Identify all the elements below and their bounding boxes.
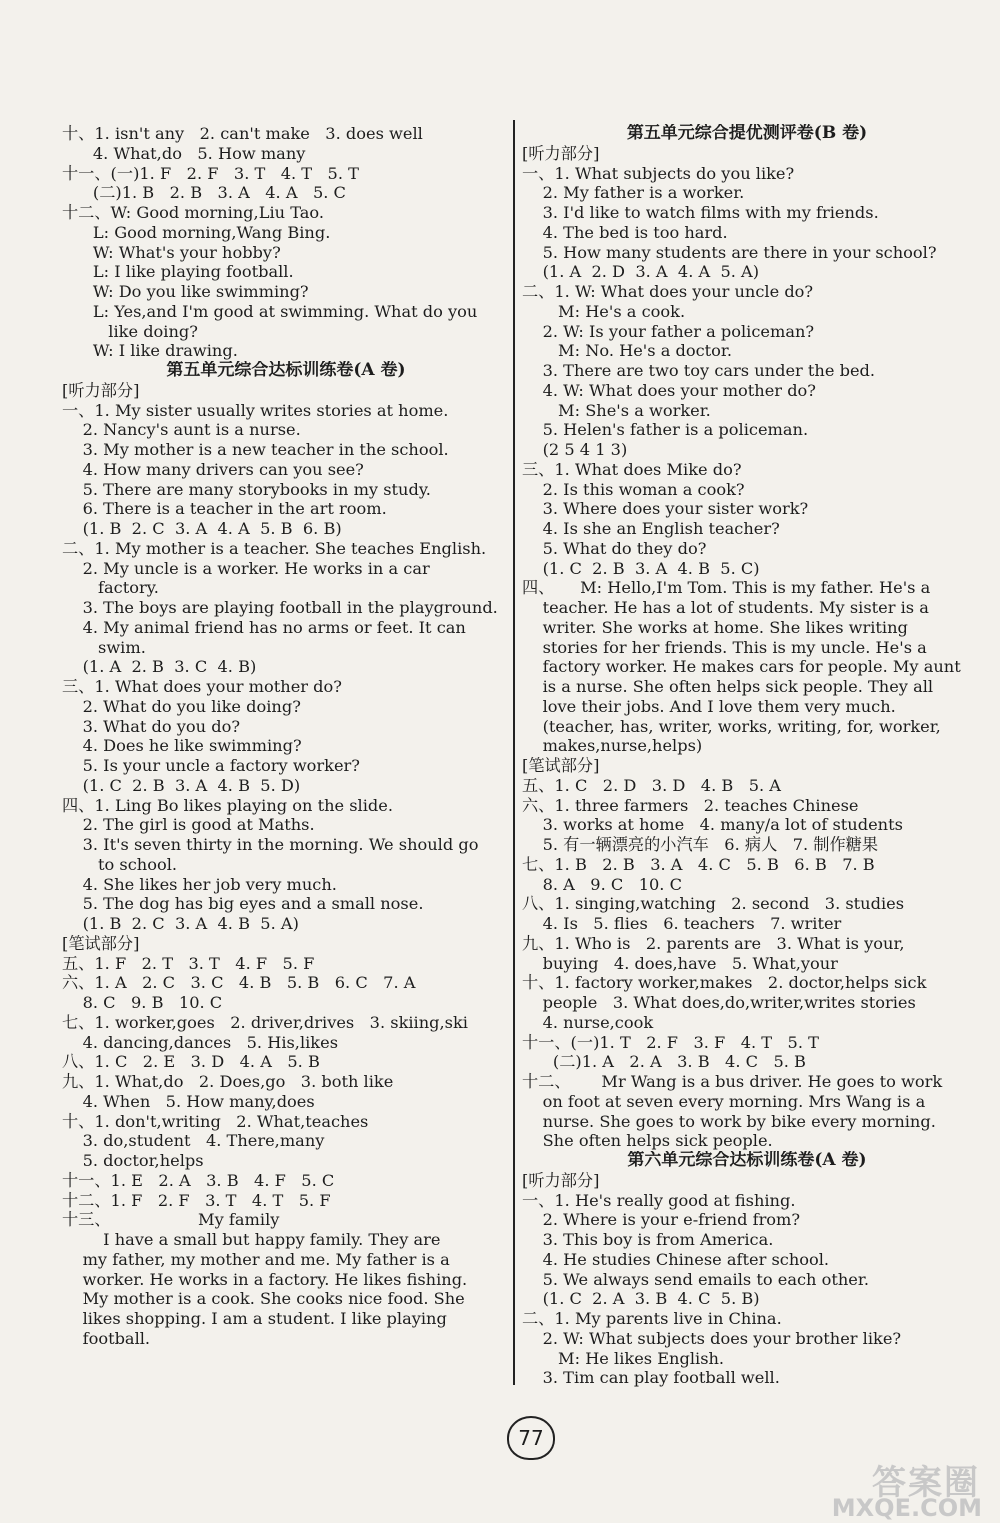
left-line: 十三、 My family [62,1210,280,1230]
right-line: 4. He studies Chinese after school. [522,1249,830,1269]
left-line: 十一、1. E 2. A 3. B 4. F 5. C [62,1170,335,1190]
left-line: 4. My animal friend has no arms or feet. It can [62,617,466,637]
right-column [522,124,972,1388]
right-line: stories for her friends. This is my uncle. He's a [522,637,927,657]
left-line: swim. [62,637,146,657]
right-line: 4. The bed is too hard. [522,222,728,242]
left-line: 4. What,do 5. How many [62,143,306,163]
left-line: My mother is a cook. She cooks nice food. She [62,1289,465,1309]
right-line: 5. What do they do? [522,538,707,558]
right-line: 十、1. factory worker,makes 2. doctor,helps sick [522,973,927,993]
right-line: [听力部分] [522,143,600,163]
left-line: L: I like playing football. [62,262,294,282]
right-line: M: He likes English. [522,1348,725,1368]
right-line: 5. How many students are there in your school? [522,242,937,262]
left-line: 四、1. Ling Bo likes playing on the slide. [62,795,393,815]
left-line: (二)1. B 2. B 3. A 4. A 5. C [62,183,346,203]
right-line: (1. C 2. A 3. B 4. C 5. B) [522,1289,760,1309]
right-line: (1. A 2. D 3. A 4. A 5. A) [522,262,760,282]
right-line: (1. C 2. B 3. A 4. B 5. C) [522,558,760,578]
left-line: 5. There are many storybooks in my study. [62,479,431,499]
left-line: 2. What do you like doing? [62,696,301,716]
left-line: 6. There is a teacher in the art room. [62,499,387,519]
right-line: 三、1. What does Mike do? [522,459,742,479]
right-line: factory worker. He makes cars for people. My aunt [522,657,961,677]
right-line: 5. Helen's father is a policeman. [522,420,809,440]
left-line: 二、1. My mother is a teacher. She teaches English. [62,538,487,558]
left-line: 2. The girl is good at Maths. [62,815,315,835]
right-line: is a nurse. She often helps sick people. They all [522,677,934,696]
left-line: 4. dancing,dances 5. His,likes [62,1032,339,1052]
right-line: She often helps sick people. [522,1131,773,1151]
right-line: 4. Is 5. flies 6. teachers 7. writer [522,914,842,933]
left-line: 3. My mother is a new teacher in the school. [62,440,449,459]
left-line: 5. The dog has big eyes and a small nose. [62,894,424,914]
right-line: 3. Tim can play football well. [522,1368,780,1388]
left-line: 3. What do you do? [62,716,241,736]
left-line: W: Do you like swimming? [62,282,309,301]
right-line: 第五单元综合提优测评卷(B 卷) [626,124,868,143]
left-line: 3. do,student 4. There,many [62,1131,325,1151]
left-line: to school. [62,854,178,874]
right-line: 2. Where is your e-friend from? [522,1210,801,1230]
right-line: buying 4. does,have 5. What,your [522,953,838,973]
left-line: 5. Is your uncle a factory worker? [62,756,360,775]
watermark-url: MXQE.COM [831,1494,982,1522]
left-line: worker. He works in a factory. He likes fishing. [62,1269,468,1289]
right-line: 4. W: What does your mother do? [522,380,816,400]
left-line: like doing? [62,321,198,341]
left-line: 一、1. My sister usually writes stories at home. [62,400,449,420]
right-line: 3. Where does your sister work? [522,499,809,519]
left-line: W: I like drawing. [62,341,238,361]
left-line: 十、1. don't,writing 2. What,teaches [62,1111,369,1131]
right-line: 2. Is this woman a cook? [522,479,745,499]
right-line: 2. W: Is your father a policeman? [522,321,815,341]
left-line: 三、1. What does your mother do? [62,677,342,696]
right-line: love their jobs. And I love them very much. [522,696,896,716]
right-line: 七、1. B 2. B 3. A 4. C 5. B 6. B 7. B [522,854,875,874]
right-line: 4. nurse,cook [522,1012,654,1032]
right-line: 3. This boy is from America. [522,1230,774,1249]
left-line: (1. A 2. B 3. C 4. B) [62,657,257,677]
right-line: 五、1. C 2. D 3. D 4. B 5. A [522,775,781,795]
left-line: 5. doctor,helps [62,1151,204,1170]
left-line: football. [62,1328,151,1348]
watermark-logo: 答案圈 [872,1463,980,1503]
left-line: 2. Nancy's aunt is a nurse. [62,420,301,440]
right-line: writer. She works at home. She likes writing [522,617,908,637]
left-line: 十二、W: Good morning,Liu Tao. [62,203,324,222]
right-line: 3. works at home 4. many/a lot of students [522,815,903,835]
right-line: (teacher, has, writer, works, writing, for, worker, [522,716,941,736]
left-line: likes shopping. I am a student. I like playing [62,1309,447,1328]
left-line: 4. She likes her job very much. [62,874,337,894]
right-line: M: She's a worker. [522,400,711,420]
right-line: 九、1. Who is 2. parents are 3. What is your, [522,933,905,953]
left-line: 十、1. isn't any 2. can't make 3. does well [62,124,423,143]
left-line: W: What's your hobby? [62,242,281,262]
left-line: 4. Does he like swimming? [62,736,302,756]
left-column [62,124,510,1349]
left-line: 2. My uncle is a worker. He works in a car [62,558,430,578]
right-line: 十二、 Mr Wang is a bus driver. He goes to work [522,1072,943,1091]
column-divider [513,120,515,1385]
left-line: [听力部分] [62,380,140,400]
right-line: 8. A 9. C 10. C [522,874,682,894]
left-line: 3. The boys are playing football in the playground. [62,598,498,617]
right-line: 3. There are two toy cars under the bed. [522,361,876,380]
right-line: M: No. He's a doctor. [522,341,733,361]
right-line: (2 5 4 1 3) [522,440,628,459]
left-line: 4. How many drivers can you see? [62,459,364,479]
right-line: teacher. He has a lot of students. My sister is a [522,598,929,617]
left-line: 十一、(一)1. F 2. F 3. T 4. T 5. T [62,163,359,183]
right-line: 二、1. W: What does your uncle do? [522,282,814,301]
right-line: 2. W: What subjects does your brother like? [522,1328,902,1348]
left-line: I have a small but happy family. They are [62,1230,441,1249]
left-line: 九、1. What,do 2. Does,go 3. both like [62,1072,394,1091]
right-line: [听力部分] [522,1170,600,1190]
left-line: 4. When 5. How many,does [62,1091,315,1111]
right-line: 一、1. He's really good at fishing. [522,1190,796,1210]
right-line: (二)1. A 2. A 3. B 4. C 5. B [522,1052,806,1072]
right-line: makes,nurse,helps) [522,736,703,756]
left-line: 第五单元综合达标训练卷(A 卷) [166,361,406,380]
left-line: 六、1. A 2. C 3. C 4. B 5. B 6. C 7. A [62,973,416,993]
right-line: 四、 M: Hello,I'm Tom. This is my father. He's a [522,578,931,598]
right-line: 六、1. three farmers 2. teaches Chinese [522,795,859,815]
left-line: 八、1. C 2. E 3. D 4. A 5. B [62,1052,320,1072]
right-line: 3. I'd like to watch films with my friends. [522,203,879,222]
right-line: 十一、(一)1. T 2. F 3. F 4. T 5. T [522,1032,819,1052]
right-line: nurse. She goes to work by bike every morning. [522,1111,936,1131]
left-line: 五、1. F 2. T 3. T 4. F 5. F [62,953,315,973]
left-line: 十二、1. F 2. F 3. T 4. T 5. F [62,1190,331,1210]
page-number: 77 [507,1416,555,1460]
right-line: 5. 有一辆漂亮的小汽车 6. 病人 7. 制作糖果 [522,835,879,854]
left-line: (1. C 2. B 3. A 4. B 5. D) [62,775,301,795]
left-line: factory. [62,578,159,598]
left-line: (1. B 2. C 3. A 4. A 5. B 6. B) [62,519,342,538]
left-line: 8. C 9. B 10. C [62,993,223,1012]
right-line: 八、1. singing,watching 2. second 3. studies [522,894,905,914]
right-line: on foot at seven every morning. Mrs Wang is a [522,1091,926,1111]
right-line: 5. We always send emails to each other. [522,1269,869,1289]
left-line: (1. B 2. C 3. A 4. B 5. A) [62,914,299,933]
right-line: 第六单元综合达标训练卷(A 卷) [627,1151,867,1170]
left-line: my father, my mother and me. My father is a [62,1249,450,1269]
left-line: 七、1. worker,goes 2. driver,drives 3. skiing,ski [62,1012,468,1032]
right-line: [笔试部分] [522,756,600,775]
right-line: 2. My father is a worker. [522,183,745,203]
right-line: 4. Is she an English teacher? [522,519,780,538]
right-line: 一、1. What subjects do you like? [522,163,795,183]
right-line: people 3. What does,do,writer,writes stories [522,993,916,1012]
left-line: 3. It's seven thirty in the morning. We should go [62,835,479,854]
right-line: M: He's a cook. [522,301,686,321]
left-line: L: Good morning,Wang Bing. [62,222,331,242]
left-line: [笔试部分] [62,933,140,953]
right-line: 二、1. My parents live in China. [522,1309,782,1328]
left-line: L: Yes,and I'm good at swimming. What do you [62,301,478,321]
